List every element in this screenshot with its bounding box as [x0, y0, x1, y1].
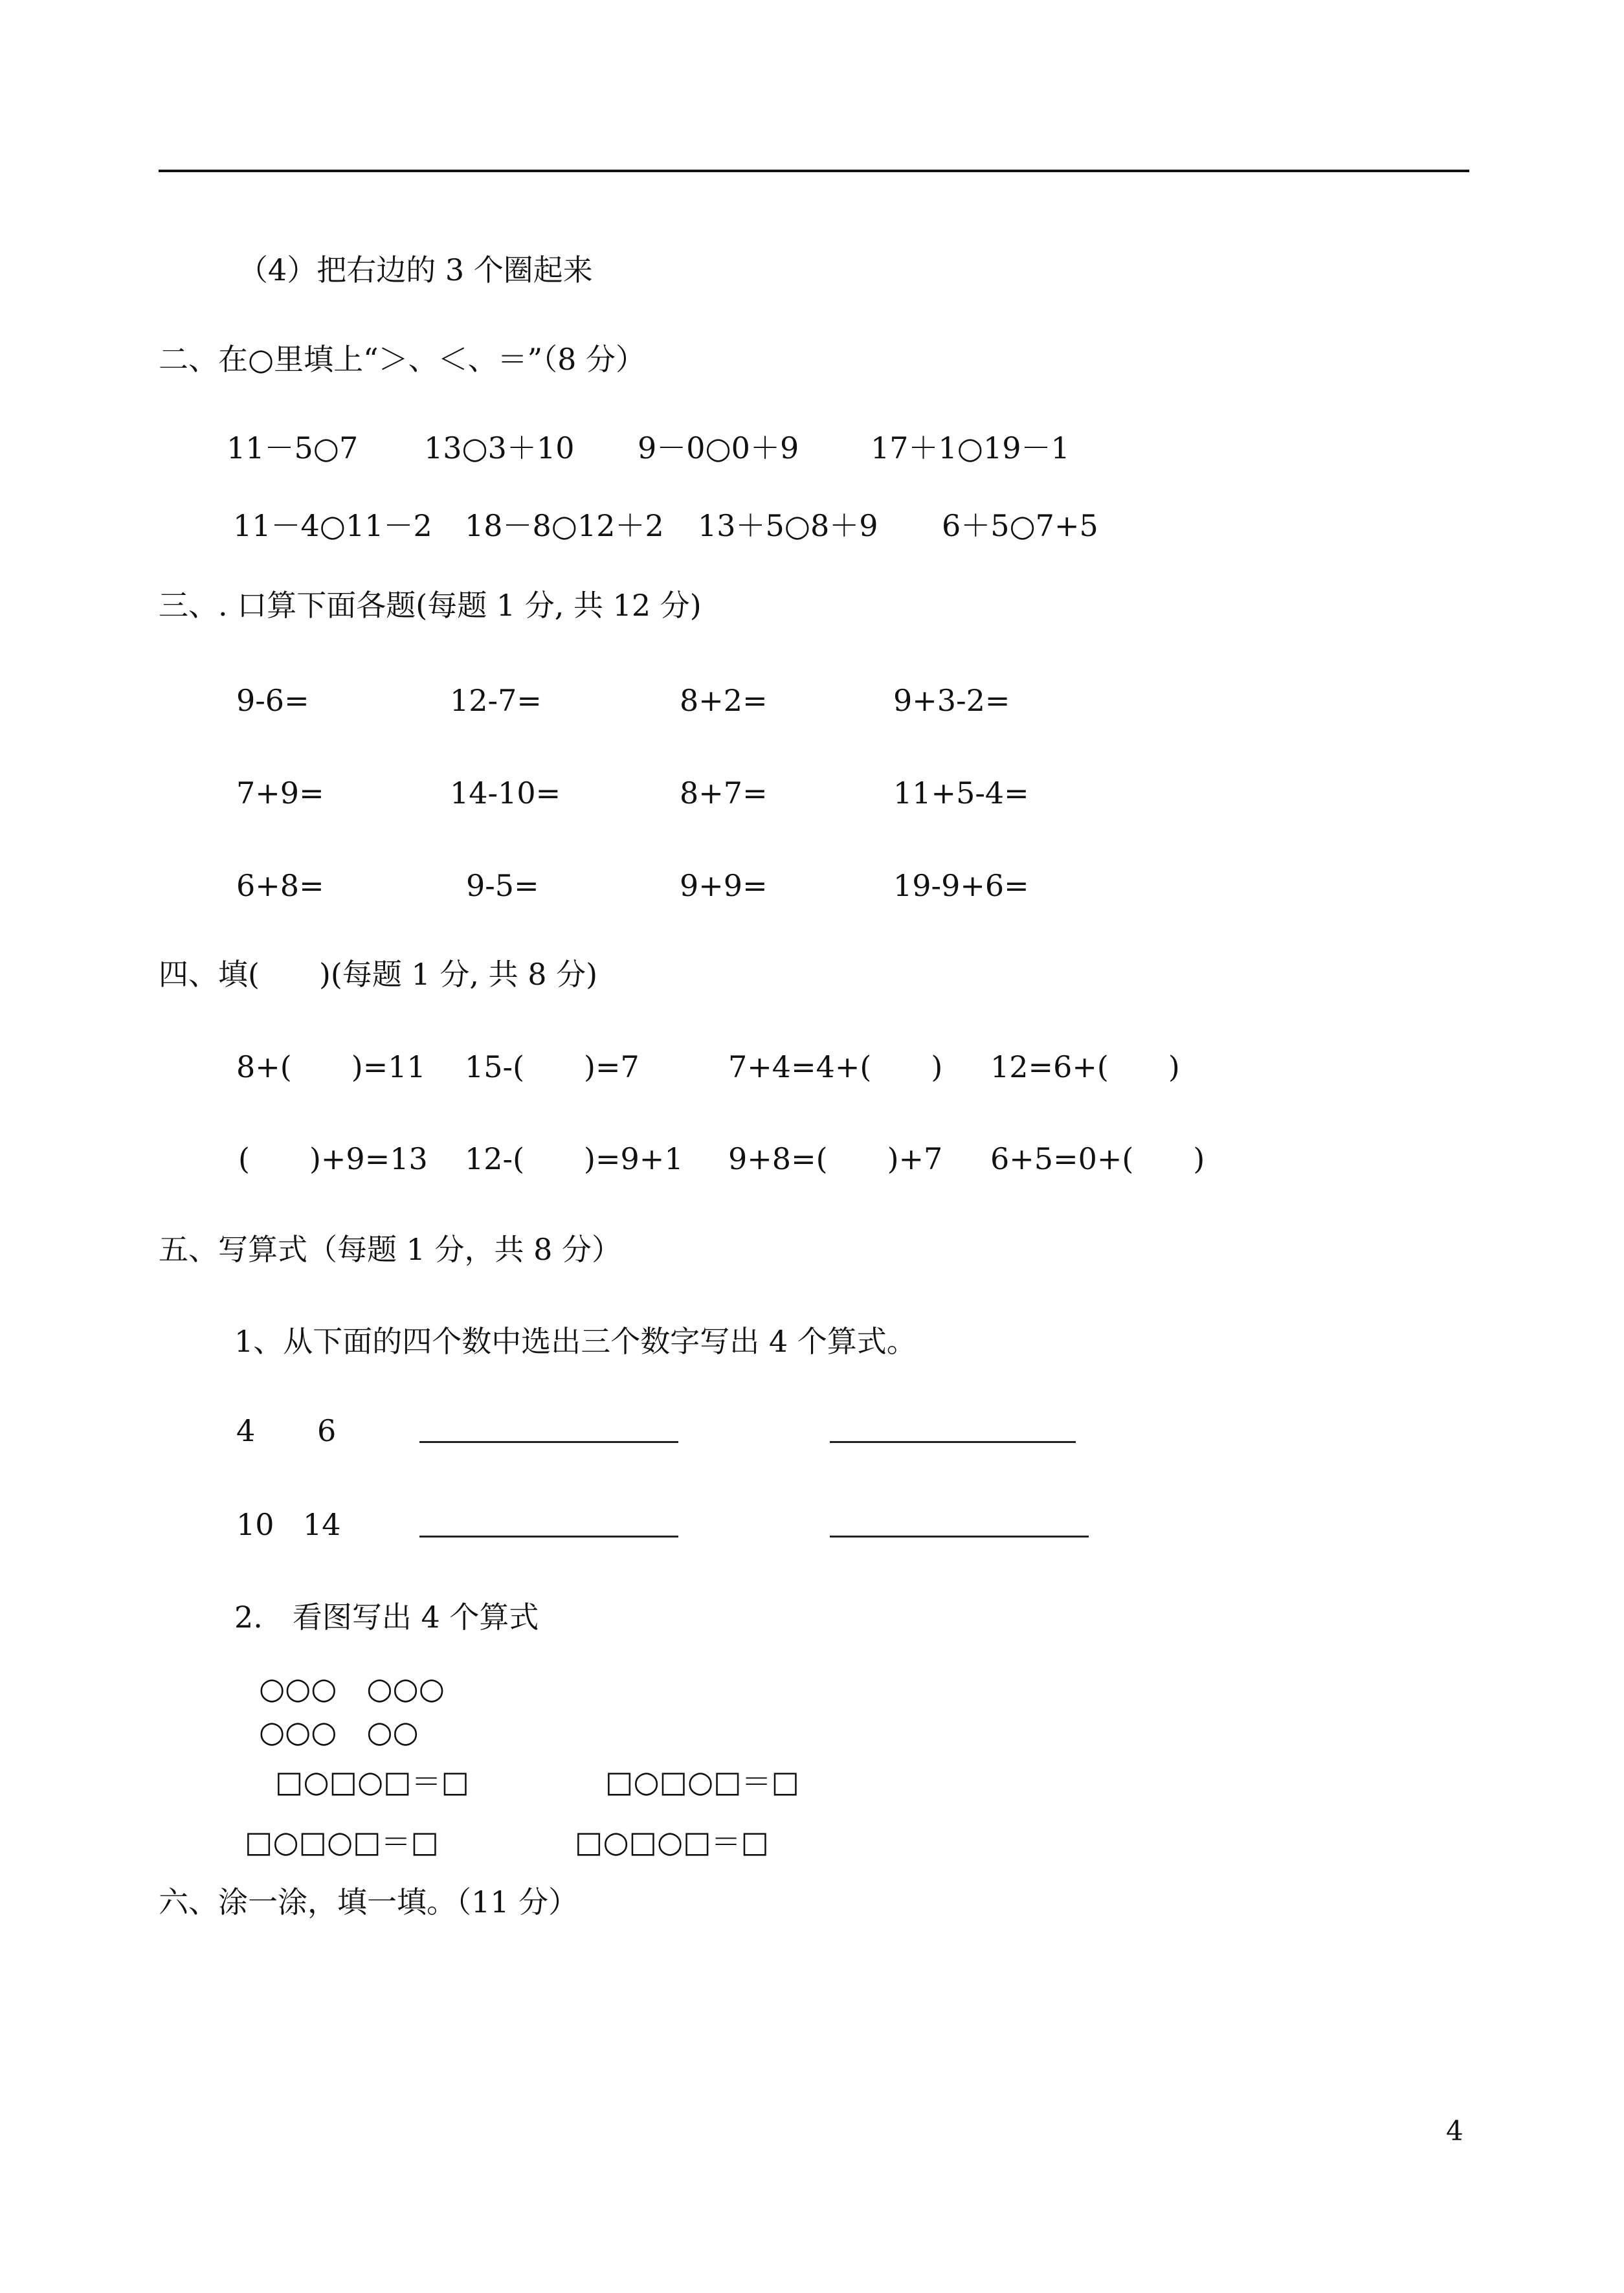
number-option: 10: [236, 1507, 274, 1542]
fill-blank-item: 7+4=4+( ): [728, 1049, 943, 1084]
question-2: 2. 看图写出 4 个算式: [234, 1600, 539, 1635]
mental-math-item: 8+7=: [680, 776, 768, 811]
fill-blank-item: 9+8=( )+7: [728, 1141, 943, 1176]
answer-blank[interactable]: [419, 1441, 678, 1443]
answer-blank[interactable]: [830, 1441, 1076, 1443]
mental-math-item: 9+3-2=: [893, 683, 1010, 718]
compare-item: 11－5○7: [227, 431, 359, 465]
mental-math-item: 6+8=: [236, 868, 324, 903]
mental-math-item: 9-6=: [236, 683, 309, 718]
mental-math-item: 12-7=: [450, 683, 542, 718]
equation-template: □○□○□＝□: [575, 1824, 770, 1859]
compare-item: 18－8○12＋2: [465, 508, 664, 543]
section3-title: 三、. 口算下面各题(每题 1 分, 共 12 分): [159, 588, 702, 623]
page-number: 4: [1446, 2115, 1463, 2147]
circles-row: ○○○ ○○○: [259, 1671, 445, 1706]
compare-item: 13＋5○8＋9: [698, 508, 878, 543]
compare-item: 17＋1○19－1: [871, 431, 1070, 465]
section4-title: 四、填( )(每题 1 分, 共 8 分): [159, 957, 598, 992]
compare-item: 13○3＋10: [424, 431, 575, 465]
section2-title: 二、在○里填上“＞、＜、＝”（8 分）: [159, 342, 646, 377]
fill-blank-item: 15-( )=7: [465, 1049, 640, 1084]
section5-title: 五、写算式（每题 1 分，共 8 分）: [159, 1232, 622, 1267]
fill-blank-item: ( )+9=13: [238, 1141, 428, 1176]
mental-math-item: 14-10=: [450, 776, 561, 811]
question-1: 1、从下面的四个数中选出三个数字写出 4 个算式。: [234, 1324, 917, 1359]
mental-math-item: 19-9+6=: [893, 868, 1029, 903]
number-option: 14: [303, 1507, 341, 1542]
mental-math-item: 9-5=: [466, 868, 539, 903]
part1-item4: （4）把右边的 3 个圈起来: [238, 252, 593, 287]
mental-math-item: 9+9=: [680, 868, 768, 903]
equation-template: □○□○□＝□: [275, 1764, 470, 1799]
circles-row: ○○○ ○○: [259, 1714, 419, 1749]
answer-blank[interactable]: [419, 1536, 678, 1538]
mental-math-item: 8+2=: [680, 683, 768, 718]
compare-item: 9－0○0＋9: [638, 431, 799, 465]
fill-blank-item: 12-( )=9+1: [465, 1141, 684, 1176]
compare-item: 11－4○11－2: [233, 508, 432, 543]
equation-template: □○□○□＝□: [605, 1764, 800, 1799]
answer-blank[interactable]: [830, 1536, 1089, 1538]
number-option: 6: [317, 1413, 337, 1448]
fill-blank-item: 6+5=0+( ): [990, 1141, 1205, 1176]
mental-math-item: 11+5-4=: [893, 776, 1029, 811]
fill-blank-item: 12=6+( ): [990, 1049, 1180, 1084]
mental-math-item: 7+9=: [236, 776, 324, 811]
fill-blank-item: 8+( )=11: [236, 1049, 426, 1084]
compare-item: 6＋5○7+5: [942, 508, 1098, 543]
header-rule: [159, 170, 1469, 172]
section6-title: 六、涂一涂，填一填。（11 分）: [159, 1885, 579, 1919]
equation-template: □○□○□＝□: [245, 1824, 439, 1859]
number-option: 4: [236, 1413, 256, 1448]
